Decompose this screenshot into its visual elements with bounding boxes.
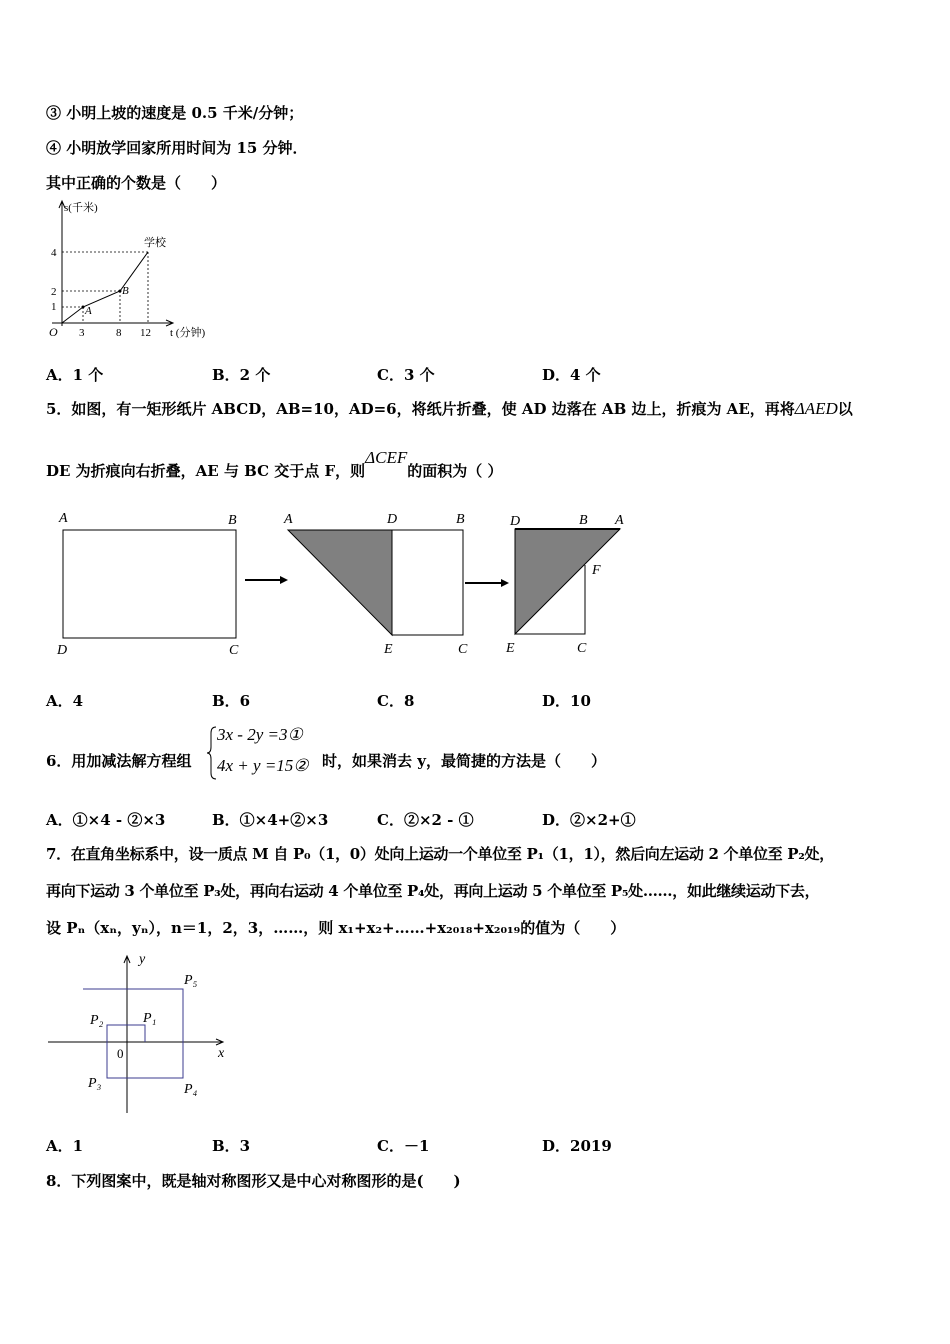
x-tick-12: 12 bbox=[140, 327, 151, 339]
q4-question: 其中正确的个数是（ ） bbox=[46, 174, 227, 192]
p4-label: P₄ bbox=[184, 1082, 198, 1097]
q4-statement-3: ③ 小明上坡的速度是 0.5 千米/分钟； bbox=[46, 104, 304, 122]
y-tick-4: 4 bbox=[51, 247, 57, 259]
school-label: 学校 bbox=[144, 237, 166, 249]
fig2-e: E bbox=[384, 642, 393, 657]
q4-statement-4: ④ 小明放学回家所用时间为 15 分钟． bbox=[46, 139, 308, 157]
p1-label: P₁ bbox=[143, 1011, 157, 1026]
q5-line-2-end: 的面积为（ ） bbox=[407, 462, 503, 480]
fig3-f: F bbox=[592, 563, 601, 578]
point-b-label: B bbox=[122, 285, 129, 297]
fig1-d: D bbox=[57, 643, 68, 658]
x-axis-label: t (分钟) bbox=[170, 327, 206, 339]
q5-folding-figures bbox=[50, 505, 650, 660]
q4-option-a[interactable]: A．1 个 bbox=[46, 366, 104, 384]
q6-option-c[interactable]: C．②×2 - ① bbox=[377, 811, 474, 829]
q5-triangle-aed: ΔAED bbox=[794, 399, 838, 418]
p3-label: P₃ bbox=[88, 1076, 102, 1091]
q5-option-d[interactable]: D．10 bbox=[542, 692, 591, 710]
fig2-c: C bbox=[458, 642, 468, 657]
q6-equation-2: 4x + y =15② bbox=[217, 756, 309, 775]
q5-option-c[interactable]: C．8 bbox=[377, 692, 415, 710]
q7-line-3: 设 Pₙ（xₙ，yₙ），n＝1，2，3，……，则 x₁+x₂+……+x₂₀₁₈+x₂₀₁₉的值为（ ） bbox=[46, 919, 626, 937]
q5-triangle-cef: ΔCEF bbox=[365, 448, 408, 467]
q5-option-a[interactable]: A．4 bbox=[46, 692, 84, 710]
q4-option-b[interactable]: B．2 个 bbox=[212, 366, 271, 384]
q5-line-1-end: 以 bbox=[837, 400, 853, 418]
fig2-d: D bbox=[387, 512, 398, 527]
q4-distance-time-graph bbox=[40, 198, 220, 348]
fig3-b: B bbox=[579, 513, 588, 528]
q7-option-d[interactable]: D．2019 bbox=[542, 1137, 612, 1155]
q5-line-2 bbox=[46, 448, 503, 481]
fig1-c: C bbox=[229, 643, 239, 658]
y-axis-label: s(千米) bbox=[64, 202, 98, 214]
fig2-b: B bbox=[456, 512, 465, 527]
fig3-d: D bbox=[510, 514, 521, 529]
x-axis-label: x bbox=[218, 1046, 225, 1061]
x-tick-8: 8 bbox=[116, 327, 122, 339]
q6-option-b[interactable]: B．①×4+②×3 bbox=[212, 811, 329, 829]
q7-line-1: 7．在直角坐标系中，设一质点 M 自 P₀（1，0）处向上运动一个单位至 P₁（1，1），然后向左运动 2 个单位至 P₂处， bbox=[46, 845, 834, 863]
q5-line-1 bbox=[46, 398, 853, 419]
fig1-a: A bbox=[59, 511, 68, 526]
fig3-e: E bbox=[506, 641, 515, 656]
fig1-b: B bbox=[228, 513, 237, 528]
y-axis-label: y bbox=[139, 952, 146, 967]
q6-option-d[interactable]: D．②×2+① bbox=[542, 811, 636, 829]
q5-line-2-text: DE 为折痕向右折叠，AE 与 BC 交于点 F，则 bbox=[46, 462, 366, 480]
origin-label: 0 bbox=[117, 1046, 124, 1061]
y-tick-1: 1 bbox=[51, 301, 57, 313]
p5-label: P₅ bbox=[184, 973, 198, 988]
fig3-c: C bbox=[577, 641, 587, 656]
fig3-a: A bbox=[615, 513, 624, 528]
point-a-label: A bbox=[85, 305, 92, 317]
q7-option-b[interactable]: B．3 bbox=[212, 1137, 251, 1155]
q6-option-a[interactable]: A．①×4 - ②×3 bbox=[46, 811, 166, 829]
q8-line-1: 8．下列图案中，既是轴对称图形又是中心对称图形的是( ) bbox=[46, 1172, 461, 1190]
q7-option-c[interactable]: C．－1 bbox=[377, 1137, 430, 1155]
origin-label: O bbox=[49, 325, 58, 339]
q5-line-1-text: 5．如图，有一矩形纸片 ABCD，AB=10，AD=6，将纸片折叠，使 AD 边落在 AB 边上，折痕为 AE，再将 bbox=[46, 400, 795, 418]
q7-coordinate-graph bbox=[45, 950, 245, 1115]
y-tick-2: 2 bbox=[51, 286, 57, 298]
q6-equation-1: 3x - 2y =3① bbox=[217, 725, 303, 744]
q7-line-2: 再向下运动 3 个单位至 P₃处，再向右运动 4 个单位至 P₄处，再向上运动 5 个单位至 P₅处……，如此继续运动下去， bbox=[46, 882, 820, 900]
p2-label: P₂ bbox=[90, 1013, 104, 1028]
q6-prefix: 6．用加减法解方程组 bbox=[46, 752, 192, 770]
q4-option-c[interactable]: C．3 个 bbox=[377, 366, 435, 384]
fig2-a: A bbox=[284, 512, 293, 527]
q7-option-a[interactable]: A．1 bbox=[46, 1137, 84, 1155]
q6-suffix: 时，如果消去 y，最简捷的方法是（ ） bbox=[322, 752, 606, 770]
q4-option-d[interactable]: D．4 个 bbox=[542, 366, 601, 384]
q5-option-b[interactable]: B．6 bbox=[212, 692, 251, 710]
x-tick-3: 3 bbox=[79, 327, 85, 339]
